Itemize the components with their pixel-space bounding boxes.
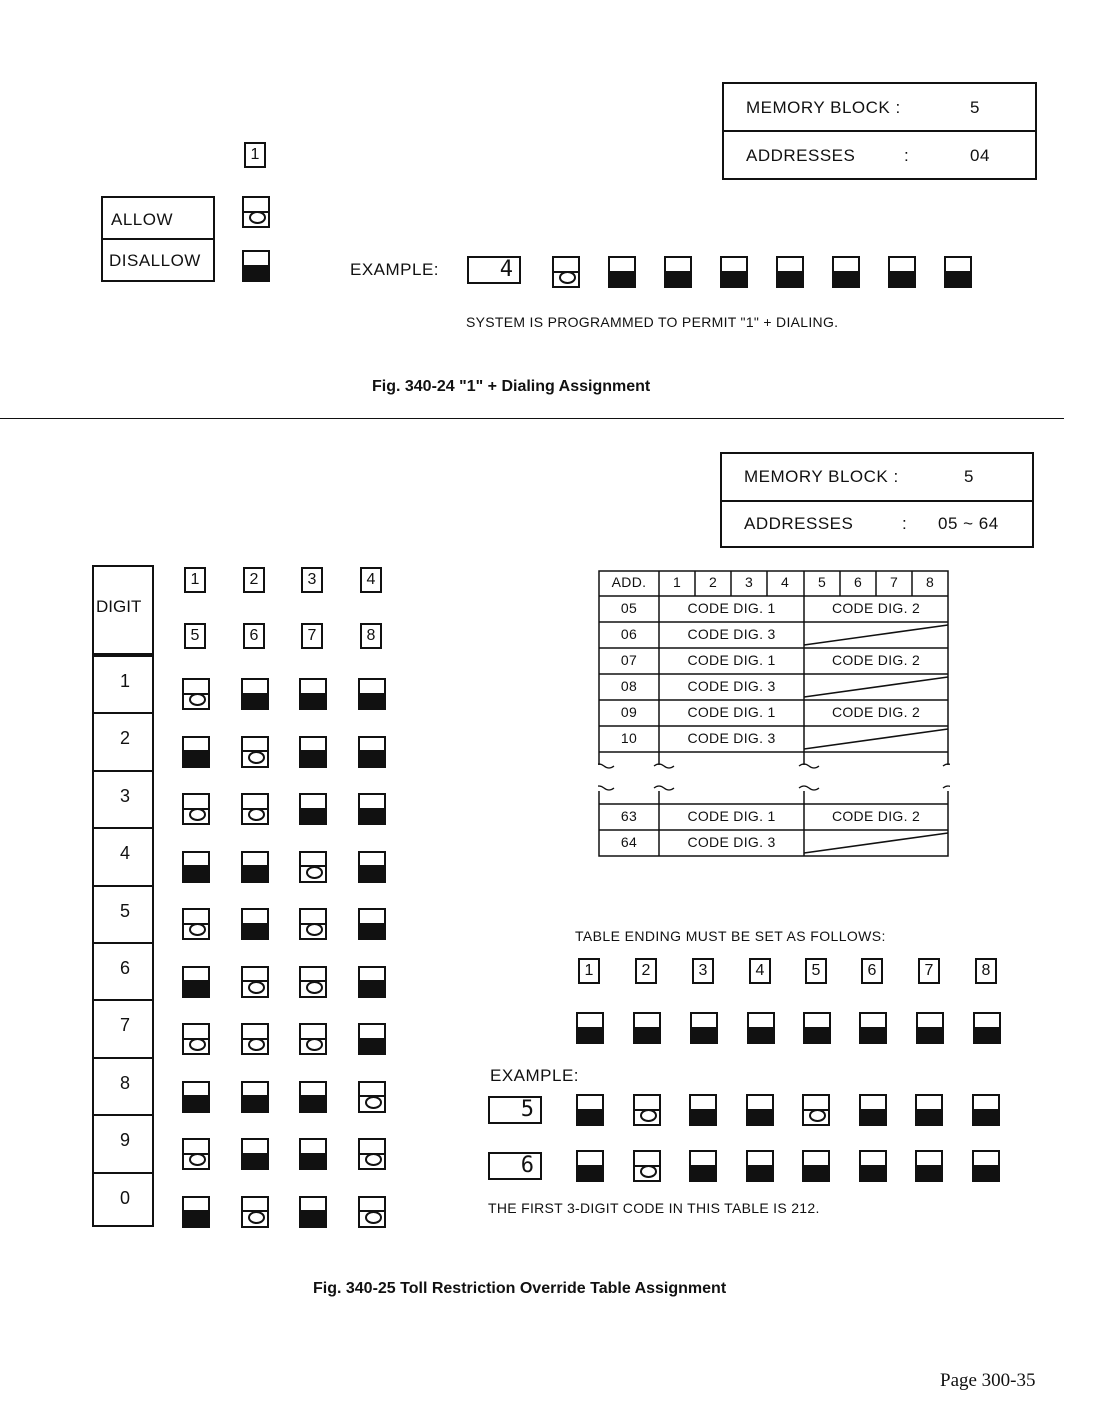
addresses-colon: : <box>902 514 908 533</box>
digit-header: DIGIT <box>96 597 142 616</box>
switch-number: 5 <box>184 623 206 649</box>
switch-icon <box>358 851 386 883</box>
switch-icon <box>182 908 210 940</box>
example-switch-icon <box>746 1150 774 1182</box>
switch-icon <box>241 1138 269 1170</box>
address-cell: 09 <box>620 704 638 720</box>
switch-icon <box>241 966 269 998</box>
example-switch-icon <box>552 256 580 288</box>
bit-header: 7 <box>889 574 899 590</box>
caption-25: Fig. 340-25 Toll Restriction Override Table Assignment <box>313 1280 727 1297</box>
switch-number: 7 <box>301 623 323 649</box>
switch-icon <box>182 1081 210 1113</box>
address-cell: 10 <box>620 730 638 746</box>
code-cell: CODE DIG. 2 <box>831 652 921 668</box>
addresses-value: 05 ~ 64 <box>938 514 999 533</box>
example-switch-icon <box>608 256 636 288</box>
switch-icon <box>358 1196 386 1228</box>
digit-cell: 5 <box>94 885 152 942</box>
code-cell: CODE DIG. 1 <box>687 704 776 720</box>
example-switch-icon <box>633 1094 661 1126</box>
example-display: 5 <box>488 1096 542 1124</box>
table-ending-number: 6 <box>861 958 883 984</box>
switch-icon <box>182 1138 210 1170</box>
address-cell: 06 <box>620 626 638 642</box>
table-ending-number: 1 <box>578 958 600 984</box>
memory-block-table-25 <box>720 452 1034 548</box>
table-ending-label: TABLE ENDING MUST BE SET AS FOLLOWS: <box>575 928 886 944</box>
address-cell: 63 <box>620 808 638 824</box>
digit-cell: 6 <box>94 942 152 999</box>
table-ending-switch-icon <box>747 1012 775 1044</box>
bit-header: 8 <box>925 574 935 590</box>
example-switch-icon <box>746 1094 774 1126</box>
switch-number: 4 <box>360 567 382 593</box>
example-display: 6 <box>488 1152 542 1180</box>
example-switch-icon <box>576 1094 604 1126</box>
memory-block-table-24 <box>722 82 1037 180</box>
switch-number: 1 <box>184 567 206 593</box>
digit-column <box>92 565 154 1227</box>
example-switch-icon <box>776 256 804 288</box>
switch-icon <box>241 678 269 710</box>
bit-header: 3 <box>744 574 754 590</box>
address-header: ADD. <box>611 574 647 590</box>
digit-cell: 4 <box>94 827 152 884</box>
address-cell: 07 <box>620 652 638 668</box>
memory-block-label: MEMORY BLOCK : <box>746 98 901 117</box>
switch-icon <box>358 966 386 998</box>
example-switch-icon <box>859 1150 887 1182</box>
example-switch-icon <box>859 1094 887 1126</box>
switch-icon <box>241 1023 269 1055</box>
bit-header: 1 <box>672 574 682 590</box>
example-switch-icon <box>972 1150 1000 1182</box>
example-switch-icon <box>576 1150 604 1182</box>
allow-switch-icon <box>242 196 270 228</box>
address-cell: 64 <box>620 834 638 850</box>
example-switch-icon <box>689 1150 717 1182</box>
example-switch-icon <box>915 1094 943 1126</box>
switch-icon <box>182 736 210 768</box>
memory-block-value: 5 <box>970 98 980 117</box>
switch-icon <box>299 1138 327 1170</box>
switch-number: 2 <box>243 567 265 593</box>
bit-header: 6 <box>853 574 863 590</box>
digit-cell: 3 <box>94 770 152 827</box>
code-cell: CODE DIG. 3 <box>687 834 776 850</box>
switch-icon <box>299 793 327 825</box>
digit-cell: 2 <box>94 712 152 769</box>
example-switch-icon <box>802 1094 830 1126</box>
table-ending-switch-icon <box>633 1012 661 1044</box>
code-cell: CODE DIG. 3 <box>687 730 776 746</box>
memory-block-label: MEMORY BLOCK : <box>744 467 899 486</box>
switch-icon <box>241 736 269 768</box>
table-ending-switch-icon <box>916 1012 944 1044</box>
switch-icon <box>182 678 210 710</box>
code-cell: CODE DIG. 1 <box>687 652 776 668</box>
switch-icon <box>358 1081 386 1113</box>
table-ending-switch-icon <box>803 1012 831 1044</box>
digit-cell: 1 <box>94 655 152 712</box>
code-cell: CODE DIG. 2 <box>831 704 921 720</box>
example-switch-icon <box>888 256 916 288</box>
table-ending-number: 2 <box>635 958 657 984</box>
code-cell: CODE DIG. 2 <box>831 600 921 616</box>
address-cell: 05 <box>620 600 638 616</box>
switch-icon <box>182 1196 210 1228</box>
switch-icon <box>182 966 210 998</box>
table-ending-switch-icon <box>576 1012 604 1044</box>
bit-header: 4 <box>780 574 790 590</box>
note-25: THE FIRST 3-DIGIT CODE IN THIS TABLE IS 212. <box>488 1200 820 1216</box>
switch-icon <box>241 1196 269 1228</box>
divider <box>0 418 1064 419</box>
switch-number: 8 <box>360 623 382 649</box>
allow-label: ALLOW <box>111 210 174 229</box>
switch-icon <box>358 793 386 825</box>
switch-icon <box>182 793 210 825</box>
example-switch-icon <box>720 256 748 288</box>
example-switch-icon <box>802 1150 830 1182</box>
switch-number: 6 <box>243 623 265 649</box>
page-number: Page 300-35 <box>940 1370 1036 1391</box>
example-label-24: EXAMPLE: <box>350 260 440 279</box>
switch-icon <box>241 793 269 825</box>
note-24: SYSTEM IS PROGRAMMED TO PERMIT "1" + DIALING. <box>466 314 839 330</box>
digit-cell: 8 <box>94 1057 152 1114</box>
disallow-label: DISALLOW <box>109 251 201 270</box>
switch-icon <box>182 1023 210 1055</box>
addresses-label: ADDRESSES <box>746 146 856 165</box>
digit-cell: 7 <box>94 999 152 1056</box>
code-cell: CODE DIG. 1 <box>687 808 776 824</box>
addresses-label: ADDRESSES <box>744 514 854 533</box>
address-cell: 08 <box>620 678 638 694</box>
switch-icon <box>299 678 327 710</box>
example-switch-icon <box>689 1094 717 1126</box>
example-label-25: EXAMPLE: <box>490 1066 580 1085</box>
table-ending-switch-icon <box>690 1012 718 1044</box>
switch-icon <box>299 1023 327 1055</box>
addresses-colon: : <box>904 146 910 165</box>
switch-icon <box>182 851 210 883</box>
table-ending-switch-icon <box>973 1012 1001 1044</box>
switch-icon <box>299 1196 327 1228</box>
example-switch-icon <box>972 1094 1000 1126</box>
switch-number-1: 1 <box>244 142 266 168</box>
table-ending-number: 8 <box>975 958 997 984</box>
table-ending-number: 3 <box>692 958 714 984</box>
switch-icon <box>358 1138 386 1170</box>
switch-number: 3 <box>301 567 323 593</box>
switch-icon <box>358 736 386 768</box>
switch-icon <box>299 908 327 940</box>
switch-icon <box>299 966 327 998</box>
allow-disallow-legend <box>101 196 215 282</box>
example-switch-icon <box>664 256 692 288</box>
example-switch-icon <box>832 256 860 288</box>
switch-icon <box>241 851 269 883</box>
switch-icon <box>241 1081 269 1113</box>
memory-block-value: 5 <box>964 467 974 486</box>
example-switch-icon <box>915 1150 943 1182</box>
example-switch-icon <box>944 256 972 288</box>
switch-icon <box>299 736 327 768</box>
bit-header: 5 <box>817 574 827 590</box>
digit-cell: 9 <box>94 1114 152 1171</box>
switch-icon <box>358 678 386 710</box>
example-switch-icon <box>633 1150 661 1182</box>
digit-cell: 0 <box>94 1172 152 1229</box>
code-cell: CODE DIG. 3 <box>687 678 776 694</box>
disallow-switch-icon <box>242 250 270 282</box>
code-cell: CODE DIG. 1 <box>687 600 776 616</box>
switch-icon <box>358 908 386 940</box>
code-cell: CODE DIG. 2 <box>831 808 921 824</box>
table-ending-number: 5 <box>805 958 827 984</box>
switch-icon <box>299 1081 327 1113</box>
switch-icon <box>299 851 327 883</box>
switch-icon <box>358 1023 386 1055</box>
bit-header: 2 <box>708 574 718 590</box>
caption-24: Fig. 340-24 "1" + Dialing Assignment <box>372 378 651 395</box>
table-ending-number: 4 <box>749 958 771 984</box>
table-ending-number: 7 <box>918 958 940 984</box>
example-display-24: 4 <box>467 256 521 284</box>
addresses-value: 04 <box>970 146 990 165</box>
table-ending-switch-icon <box>859 1012 887 1044</box>
code-cell: CODE DIG. 3 <box>687 626 776 642</box>
switch-icon <box>241 908 269 940</box>
